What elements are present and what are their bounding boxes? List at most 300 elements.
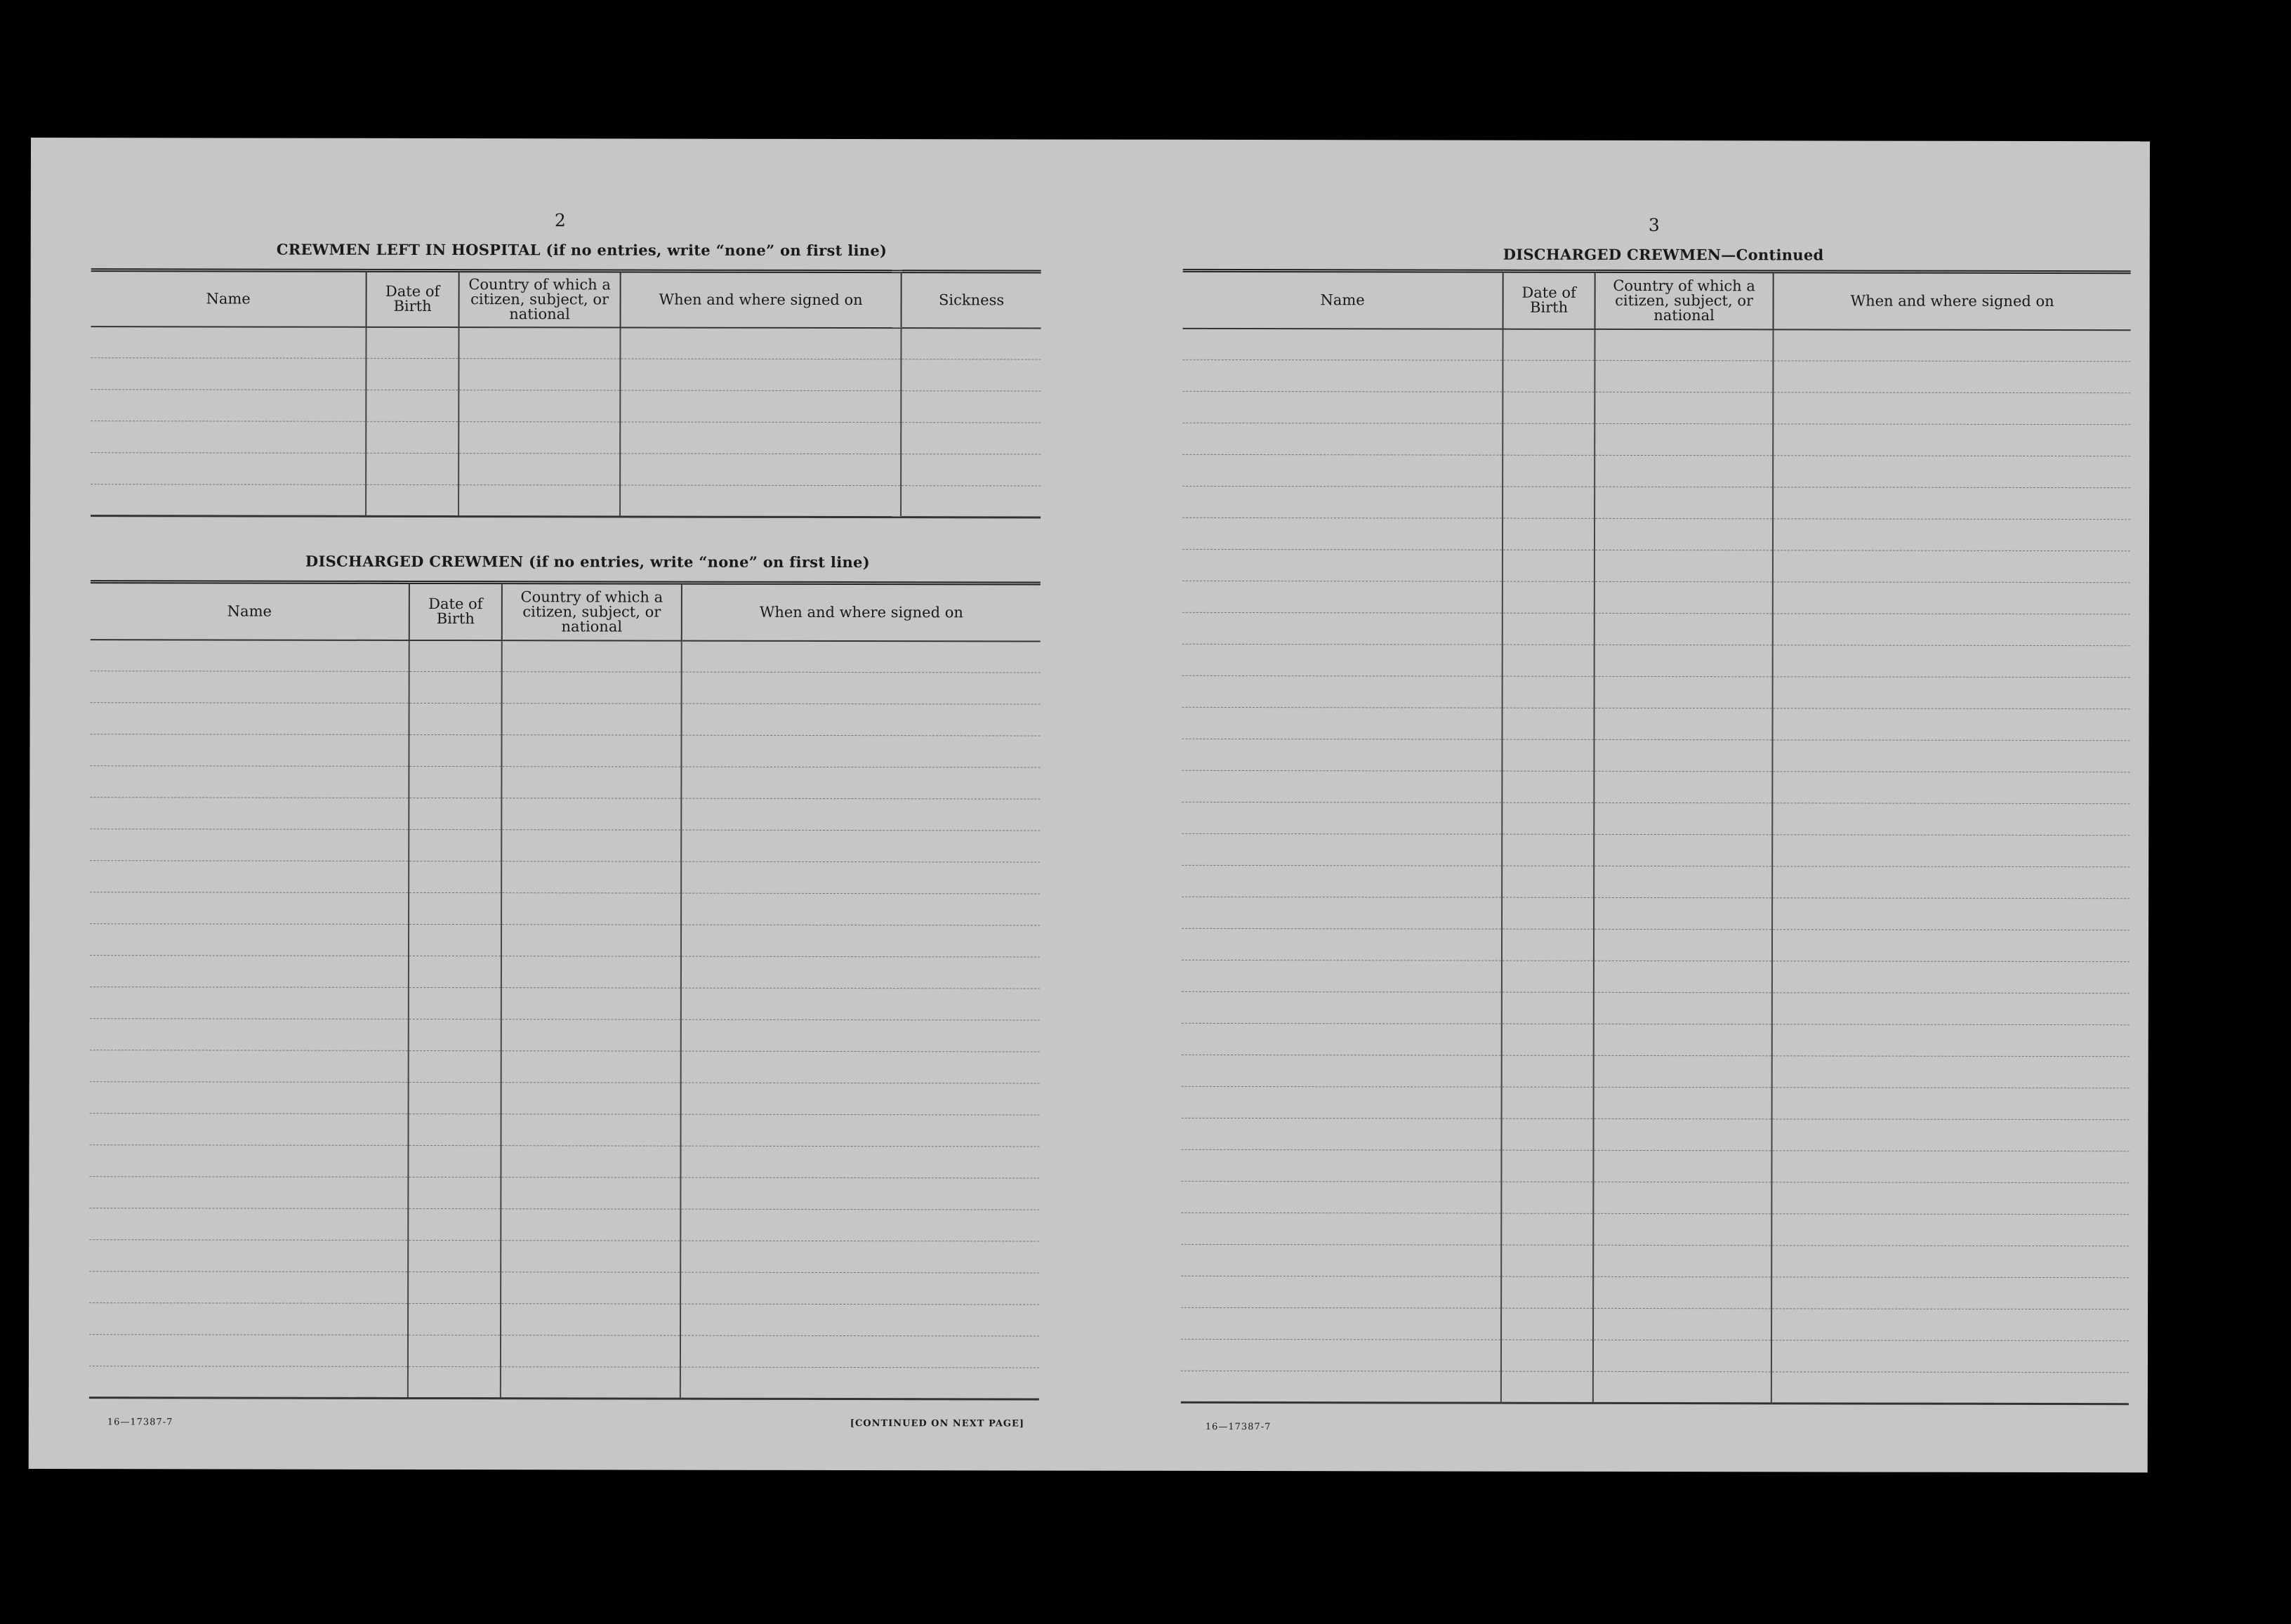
table-row [1182,423,2130,456]
blank-cell [1594,803,1772,834]
blank-cell [408,1114,501,1145]
table-row [89,1335,1039,1368]
blank-cell [90,1050,409,1083]
table-row [1181,1213,2129,1246]
blank-cell [1772,961,2130,993]
table-row [1182,802,2130,835]
blank-cell [1772,993,2130,1025]
table-row [1181,1181,2129,1214]
blank-cell [1503,645,1595,676]
blank-cell [681,893,1040,925]
blank-cell [1181,1149,1501,1182]
blank-cell [1771,1372,2129,1404]
table-row [1182,549,2130,582]
blank-cell [89,1208,408,1241]
blank-cell [1182,770,1502,803]
col-signed-on: When and where signed on [1774,272,2131,330]
blank-cell [620,454,901,486]
table-row [89,1177,1039,1210]
blank-cell [1181,1213,1501,1245]
blank-cell [1594,897,1772,929]
blank-cell [1773,708,2130,741]
blank-cell [501,1019,681,1051]
blank-cell [1773,582,2130,614]
blank-cell [1182,707,1503,739]
blank-cell [680,1209,1039,1241]
blank-cell [501,830,681,861]
blank-cell [1773,519,2130,551]
blank-cell [501,1146,680,1177]
blank-cell [1772,740,2130,772]
blank-cell [408,1208,501,1240]
blank-cell [1594,960,1772,992]
blank-cell [1772,803,2130,836]
table-row [1181,1118,2129,1151]
blank-cell [91,640,409,672]
blank-cell [409,892,501,924]
table-row [90,1082,1040,1115]
blank-cell [1503,581,1595,613]
blank-cell [901,359,1041,391]
col-sickness: Sickness [902,272,1041,328]
table-row [1182,1086,2130,1119]
blank-cell [90,956,409,988]
blank-cell [1595,487,1773,518]
blank-cell [501,956,681,988]
blank-cell [901,423,1041,454]
blank-cell [1501,1118,1593,1150]
blank-cell [501,925,681,956]
blank-cell [1771,1182,2129,1215]
table-row [1182,454,2130,487]
blank-cell [620,485,901,517]
blank-cell [502,672,682,704]
blank-cell [680,1177,1039,1210]
blank-cell [680,1335,1039,1368]
blank-cell [1182,802,1502,834]
blank-cell [1502,929,1594,960]
blank-cell [1771,1214,2129,1246]
blank-cell [1182,675,1503,708]
blank-cell [91,671,409,704]
blank-cell [1182,454,1503,487]
table-row [91,671,1041,704]
blank-cell [1772,1056,2130,1088]
blank-cell [409,798,501,829]
blank-cell [1182,549,1503,581]
blank-cell [458,327,620,359]
table-row [89,1272,1039,1305]
blank-cell [901,486,1041,517]
blank-cell [1501,1371,1593,1403]
table-row [91,453,1041,486]
table-row [1182,359,2130,392]
table-row [1182,739,2130,772]
blank-cell [1594,739,1772,771]
col-name: Name [1183,270,1503,329]
blank-cell [1595,581,1773,613]
page-number: 3 [1648,215,1660,236]
blank-cell [1501,1276,1593,1308]
hospital-note: (if no entries, write “none” on first line) [546,241,887,260]
blank-cell [409,1082,501,1114]
blank-cell [1772,1024,2130,1057]
blank-cell [90,861,409,893]
blank-cell [1773,645,2130,678]
blank-cell [681,1083,1040,1115]
blank-cell [1501,1308,1593,1340]
blank-cell [1502,1024,1594,1055]
discharged-note: (if no entries, write “none” on first line) [529,553,870,572]
blank-cell [1502,960,1594,992]
blank-cell [1773,392,2130,425]
blank-cell [502,704,682,735]
hospital-section-title [277,241,887,260]
table-row [1182,770,2130,803]
discharged-continued-table [1181,269,2131,1405]
blank-cell [1182,517,1503,550]
blank-cell [1772,898,2130,930]
blank-cell [1182,897,1502,929]
blank-cell [90,829,409,861]
table-row [90,892,1040,925]
blank-cell [681,735,1040,767]
blank-cell [501,1304,680,1335]
discharged-continued-title: DISCHARGED CREWMEN—Continued [1503,245,1824,264]
table-row [1182,581,2130,614]
table-row [1182,328,2130,361]
blank-cell [366,358,458,390]
table-row [1182,391,2130,424]
blank-cell [366,484,458,516]
blank-cell [1182,423,1503,455]
blank-cell [1502,992,1594,1024]
blank-cell [901,454,1041,486]
blank-cell [458,359,620,390]
blank-cell [409,829,501,861]
blank-cell [1181,1276,1501,1308]
blank-cell [1182,1055,1502,1087]
table-row [90,798,1040,831]
blank-cell [89,1240,408,1272]
page-2 [29,138,1090,1471]
blank-cell [680,1272,1039,1305]
col-name: Name [91,582,409,640]
blank-cell [681,1019,1040,1052]
blank-cell [680,1241,1039,1273]
blank-cell [1773,456,2130,488]
blank-cell [1772,930,2130,962]
blank-cell [90,798,409,830]
blank-cell [1182,739,1502,771]
blank-cell [1502,834,1594,866]
blank-cell [1773,550,2130,583]
blank-cell [1181,1371,1501,1403]
table-row [1182,897,2130,930]
blank-cell [1595,708,1773,739]
blank-cell [901,328,1041,359]
blank-cell [89,1114,408,1146]
blank-cell [458,422,620,454]
table-row [1181,1307,2129,1340]
discharged-table [89,580,1041,1400]
blank-cell [682,704,1041,736]
col-name: Name [91,270,367,327]
discharged-section-title [305,553,870,571]
table-row [89,1240,1039,1273]
col-country: Country of which a citizen, subject, or national [1595,271,1774,329]
blank-cell [1773,329,2130,362]
blank-cell [458,485,620,517]
hospital-header-row [91,270,1041,328]
blank-cell [1595,645,1773,676]
blank-cell [1181,1181,1501,1213]
blank-cell [1595,360,1773,392]
blank-cell [680,1146,1039,1178]
blank-cell [1594,992,1772,1024]
table-row [91,640,1041,673]
table-row [1181,1149,2129,1182]
blank-cell [90,1082,409,1114]
blank-cell [1593,1340,1771,1371]
page-3 [1088,140,2150,1473]
table-row [91,421,1041,454]
blank-cell [1503,423,1595,455]
blank-cell [1594,929,1772,960]
blank-cell [409,766,501,798]
table-row [91,703,1041,736]
blank-cell [1595,392,1773,423]
blank-cell [89,1303,408,1335]
table-row [89,1303,1039,1336]
blank-cell [1502,866,1594,897]
table-row [90,734,1040,767]
blank-cell [1593,1182,1771,1213]
blank-cell [501,735,681,767]
blank-cell [89,1145,408,1177]
page-number: 2 [554,210,566,231]
blank-cell [1501,1245,1593,1276]
blank-cell [1771,1246,2129,1278]
blank-cell [1501,1150,1593,1182]
col-date-of-birth: Date of Birth [1503,271,1595,329]
col-signed-on: When and where signed on [621,271,902,328]
blank-cell [1594,771,1772,803]
blank-cell [366,326,458,358]
blank-cell [1503,360,1595,392]
blank-cell [91,703,409,735]
blank-cell [409,1019,501,1050]
table-row [91,326,1041,359]
blank-cell [501,798,681,830]
blank-cell [1502,803,1594,834]
table-row [1182,612,2130,645]
table-row [1182,707,2130,740]
blank-cell [1181,1339,1501,1371]
blank-cell [90,924,409,956]
blank-cell [91,390,366,422]
blank-cell [89,1272,408,1304]
blank-cell [89,1366,408,1399]
blank-cell [1595,550,1773,581]
blank-cell [1182,928,1502,960]
blank-cell [409,703,502,734]
blank-cell [458,454,620,485]
table-row [90,1050,1040,1083]
blank-cell [681,988,1040,1020]
blank-cell [1594,834,1772,866]
blank-cell [366,421,458,453]
col-country: Country of which a citizen, subject, or national [459,271,621,327]
blank-cell [91,326,366,359]
table-row [1182,833,2130,866]
blank-cell [620,390,901,423]
table-row [1181,1244,2129,1277]
blank-cell [1502,1087,1594,1118]
blank-cell [1503,518,1595,550]
blank-cell [1503,487,1595,518]
hospital-title: CREWMEN LEFT IN HOSPITAL [276,240,541,259]
blank-cell [91,453,366,485]
table-row [91,484,1041,517]
blank-cell [1502,739,1594,771]
blank-cell [1181,1244,1501,1276]
blank-cell [1595,518,1773,550]
blank-cell [1503,329,1595,360]
blank-cell [1502,897,1594,929]
blank-cell [408,1177,501,1208]
blank-cell [90,987,409,1019]
blank-cell [1503,455,1595,487]
table-row [1182,1055,2130,1088]
blank-cell [366,390,458,421]
table-row [89,1208,1039,1241]
blank-cell [1595,676,1773,708]
table-row [1182,991,2130,1024]
blank-cell [1182,865,1502,897]
blank-cell [1593,1245,1771,1276]
blank-cell [1772,835,2130,867]
col-date-of-birth: Date of Birth [367,270,459,326]
form-code: 16—17387-7 [107,1417,173,1428]
blank-cell [501,1241,680,1272]
col-country: Country of which a citizen, subject, or national [502,583,682,640]
discharged-header-row [91,582,1041,641]
blank-cell [89,1177,408,1209]
blank-cell [1182,328,1503,360]
blank-cell [1501,1213,1593,1245]
blank-cell [1181,1307,1501,1340]
blank-cell [409,640,502,671]
col-date-of-birth: Date of Birth [409,582,502,640]
blank-cell [1594,1055,1772,1087]
blank-cell [1503,550,1595,581]
blank-cell [1595,329,1773,360]
blank-cell [682,640,1041,673]
blank-cell [408,1335,501,1366]
table-row [90,987,1040,1020]
blank-cell [1182,612,1503,645]
blank-cell [1771,1277,2129,1309]
hospital-table [91,268,1041,518]
blank-cell [90,892,409,925]
blank-cell [680,1114,1039,1147]
blank-cell [1771,1340,2129,1373]
blank-cell [1182,644,1503,676]
table-row [90,924,1040,957]
blank-cell [409,861,501,892]
blank-cell [90,766,409,798]
blank-cell [1593,1371,1771,1403]
blank-cell [1771,1119,2129,1151]
blank-cell [1594,1024,1772,1055]
blank-cell [1773,361,2130,393]
blank-cell [502,640,682,672]
blank-cell [1593,1118,1771,1150]
blank-cell [680,1304,1039,1336]
blank-cell [1594,1087,1772,1118]
table-row [1182,486,2130,519]
blank-cell [1501,1182,1593,1213]
blank-cell [1595,613,1773,645]
table-row [91,358,1041,391]
blank-cell [620,327,901,359]
table-row [89,1366,1039,1399]
blank-cell [1773,487,2130,520]
blank-cell [408,1145,501,1177]
table-row [1181,1276,2129,1309]
blank-cell [91,358,366,390]
blank-cell [1593,1276,1771,1308]
blank-cell [1182,486,1503,518]
blank-cell [501,767,681,798]
blank-cell [1502,1055,1594,1087]
blank-cell [458,390,620,422]
blank-cell [1771,1151,2129,1183]
blank-cell [680,1367,1039,1399]
blank-cell [1503,613,1595,645]
table-row [90,861,1040,894]
blank-cell [681,798,1040,831]
blank-cell [1182,960,1502,992]
blank-cell [409,924,501,956]
blank-cell [681,830,1040,862]
blank-cell [1593,1213,1771,1245]
table-row [89,1114,1039,1147]
blank-cell [90,734,409,767]
table-row [90,829,1040,862]
table-row [1182,1023,2130,1056]
blank-cell [91,421,366,454]
blank-cell [681,861,1040,894]
blank-cell [1773,677,2130,709]
blank-cell [681,925,1040,957]
blank-cell [1772,866,2130,899]
table-row [1182,675,2130,708]
blank-cell [501,1177,680,1209]
blank-cell [1182,1023,1502,1055]
blank-cell [1772,1088,2130,1120]
blank-cell [1773,424,2130,456]
continued-note: [CONTINUED ON NEXT PAGE] [850,1418,1025,1430]
blank-cell [501,861,681,893]
blank-cell [408,1303,501,1335]
continued-header-row [1183,270,2131,329]
blank-cell [1501,1340,1593,1371]
blank-cell [1182,359,1503,392]
blank-cell [901,391,1041,423]
blank-cell [1182,391,1503,423]
